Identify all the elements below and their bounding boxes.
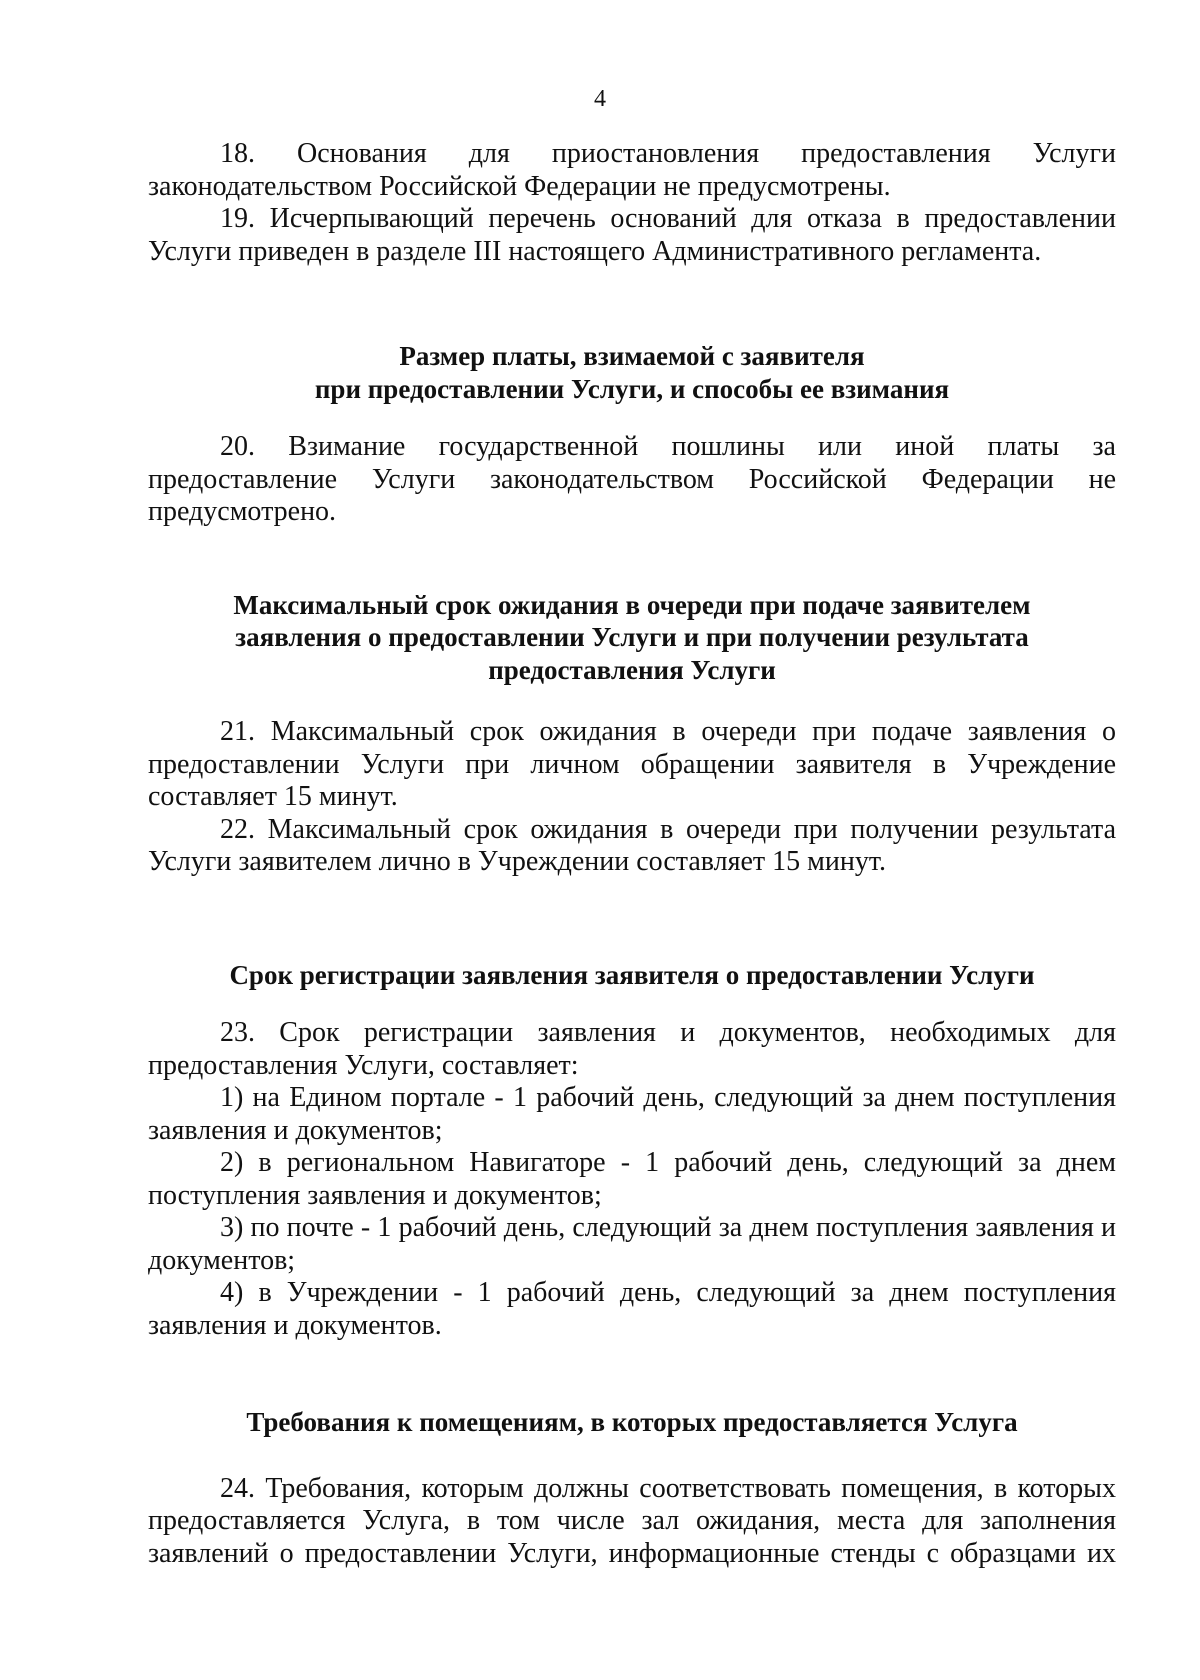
paragraph-22: 22. Максимальный срок ожидания в очереди при получении результата Услуги заявителем лично в Учреждении составляет 15 минут. xyxy=(148,813,1116,877)
page-number: 4 xyxy=(594,86,606,112)
document-body xyxy=(148,138,1116,1570)
paragraph-24: 24. Требования, которым должны соответствовать помещения, в которых предоставляется Услуга, в том числе зал ожидания, места для заполнения заявлений о предоставлении Услуги, информационные стенды с образцами их xyxy=(148,1472,1116,1569)
paragraph-19: 19. Исчерпывающий перечень оснований для отказа в предоставлении Услуги приведен в разделе III настоящего Административного регламента. xyxy=(148,203,1116,267)
paragraph-23: 23. Срок регистрации заявления и документов, необходимых для предоставления Услуги, составляет: xyxy=(148,1017,1116,1081)
paragraph-23-item-1: 1) на Едином портале - 1 рабочий день, следующий за днем поступления заявления и документов; xyxy=(148,1082,1116,1146)
paragraph-23-item-4: 4) в Учреждении - 1 рабочий день, следующий за днем поступления заявления и документов. xyxy=(148,1277,1116,1341)
heading-queue-line-1: Максимальный срок ожидания в очереди при подаче заявителем xyxy=(233,589,1031,620)
paragraph-23-item-3: 3) по почте - 1 рабочий день, следующий за днем поступления заявления и документов; xyxy=(148,1212,1116,1276)
paragraph-21: 21. Максимальный срок ожидания в очереди при подаче заявления о предоставлении Услуги при личном обращении заявителя в Учреждение составляет 15 минут. xyxy=(148,716,1116,812)
heading-registration: Срок регистрации заявления заявителя о предоставлении Услуги xyxy=(229,959,1035,990)
paragraph-20: 20. Взимание государственной пошлины или иной платы за предоставление Услуги законодательством Российской Федерации не предусмотрено. xyxy=(148,431,1116,527)
paragraph-18: 18. Основания для приостановления предоставления Услуги законодательством Российской Федерации не предусмотрены. xyxy=(148,138,1116,202)
heading-fee-line-1: Размер платы, взимаемой с заявителя xyxy=(399,341,865,371)
heading-queue-line-2: заявления о предоставлении Услуги и при получении результата xyxy=(235,622,1029,652)
heading-fee-line-2: при предоставлении Услуги, и способы ее взимания xyxy=(314,373,950,404)
heading-queue-line-3: предоставления Услуги xyxy=(488,654,776,685)
paragraph-23-item-2: 2) в региональном Навигаторе - 1 рабочий день, следующий за днем поступления заявления и документов; xyxy=(148,1147,1116,1211)
heading-premises: Требования к помещениям, в которых предоставляется Услуга xyxy=(246,1407,1018,1437)
